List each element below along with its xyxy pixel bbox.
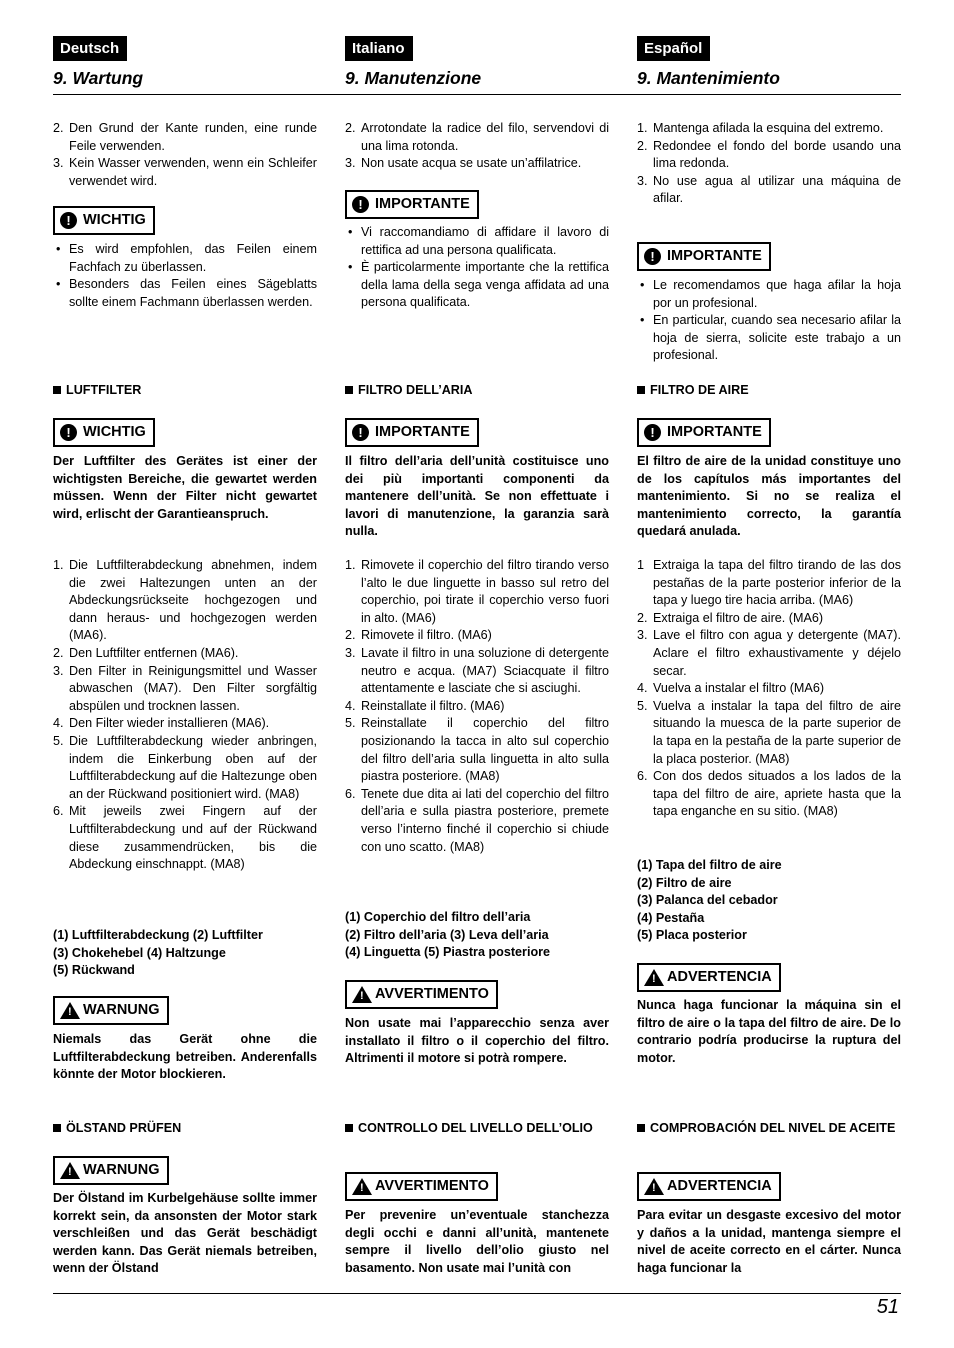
warning-notice: [345, 1172, 498, 1201]
step-number: 1: [637, 558, 645, 572]
block: [637, 418, 901, 447]
column-de: [53, 36, 317, 1276]
steps-list: [637, 557, 901, 821]
step-item: [637, 680, 901, 698]
bullet-item: • È particolarmente importante che la rettifica della lama della sega venga affidata ad una persona qualificata.: [345, 259, 609, 312]
parts-legend: [53, 927, 317, 980]
step-number: 4.: [345, 698, 356, 713]
section-title: 9. Mantenimiento: [637, 68, 780, 88]
square-bullet-icon: [53, 1124, 61, 1132]
step-text: Den Filter in Reinigungsmittel und Wasser abwaschen (MA7). Den Filter sorgfältig abspülen und trocknen lassen.: [69, 663, 317, 713]
exclamation-icon: !: [644, 424, 661, 441]
step-number: 6.: [637, 769, 648, 784]
block: [53, 241, 317, 311]
list-item: [345, 120, 609, 155]
block: [637, 857, 901, 945]
list-item: [53, 120, 317, 155]
block: [53, 1190, 317, 1278]
step-text: Die Luftfilterabdeckung wieder anbringen, indem die Einkerbung oben auf der Luftfilterabdeckung auf die Haltezunge oben an der Rückwand positioniert wird. (MA8): [69, 733, 317, 801]
step-text: Extraiga la tapa del filtro tirando de las dos pestañas de la parte posterior inferior de la tapa y luego tire hacia arriba. (MA6): [653, 558, 901, 608]
block: [637, 120, 901, 208]
warning-text: Nunca haga funcionar la máquina sin el filtro de aire o la tapa del filtro de aire. De lo contrario podría producirse la ruptura del motor.: [637, 998, 901, 1065]
notice-label: IMPORTANTE: [667, 248, 762, 264]
subsection-text: CONTROLLO DEL LIVELLO DELL’OLIO: [358, 1121, 593, 1135]
notice-label: WARNUNG: [83, 1002, 160, 1018]
parts-legend-line: (2) Filtro dell’aria (3) Leva dell’aria: [345, 927, 549, 942]
block: [345, 453, 609, 541]
section-title: 9. Manutenzione: [345, 68, 482, 88]
warning-icon: !: [352, 986, 372, 1003]
warning-notice: [345, 980, 498, 1009]
step-text: Vuelva a instalar el filtro (MA6): [653, 681, 825, 696]
exclamation-icon: !: [644, 248, 661, 265]
step-text: Die Luftfilterabdeckung abnehmen, indem die zwei Haltezungen unten an der Abdeckungsrückseite hochgezogen und dann heraus- und hochgezogen werden (MA6).: [69, 558, 317, 643]
block: [637, 557, 901, 821]
step-item: [345, 557, 609, 627]
step-number: 5.: [53, 733, 64, 748]
block: [53, 557, 317, 874]
parts-legend-line: (4) Linguetta (5) Piastra posteriore: [345, 945, 551, 960]
block: [53, 927, 317, 980]
warning-text: Para evitar un desgaste excesivo del motor y daños a la unidad, mantenga siempre el nivel de aceite correcto en el cárter. Nunca haga funcionar la: [637, 1208, 901, 1275]
block: [345, 1120, 609, 1138]
exclamation-icon: !: [352, 424, 369, 441]
block: [53, 1120, 317, 1138]
block: [637, 997, 901, 1067]
warning-icon: !: [60, 1162, 80, 1179]
bullet-item: • Es wird empfohlen, das Feilen einem Fachfach zu überlassen.: [53, 241, 317, 276]
intro-list: [53, 120, 317, 190]
block: [637, 242, 901, 271]
exclamation-icon: !: [352, 196, 369, 213]
parts-legend-line: (1) Luftfilterabdeckung (2) Luftfilter: [53, 928, 263, 942]
step-item: [53, 557, 317, 645]
step-item: [53, 645, 317, 663]
item-text: Redondee el fondo del borde usando una lima redonda.: [653, 138, 901, 171]
parts-legend-line: (3) Chokehebel (4) Haltzunge: [53, 945, 226, 960]
item-number: 2.: [53, 121, 64, 135]
block: [637, 963, 901, 992]
step-number: 2.: [345, 628, 356, 643]
parts-legend: [345, 909, 609, 962]
subsection-text: LUFTFILTER: [66, 383, 142, 397]
step-number: 3.: [637, 628, 648, 643]
notice-label: ADVERTENCIA: [667, 1178, 772, 1194]
step-item: [345, 786, 609, 856]
step-text: Lave el filtro con agua y detergente (MA7). Aclare el filtro exhaustivamente y déjelo secar.: [653, 628, 901, 678]
item-text: Den Grund der Kante runden, eine runde Feile verwenden.: [69, 121, 317, 153]
item-text: Non usate acqua se usate un’affilatrice.: [361, 156, 582, 171]
item-text: Mantenga afilada la esquina del extremo.: [653, 121, 884, 135]
warning-text: Non usate mai l’apparecchio senza aver installato il filtro o il coperchio del filtro. Altrimenti il motore si potrà rompere.: [345, 1016, 609, 1066]
item-number: 1.: [637, 121, 648, 135]
step-item: [637, 698, 901, 768]
steps-list: [53, 557, 317, 874]
step-item: [53, 663, 317, 716]
language-label: Italiano: [345, 36, 413, 61]
step-number: 6.: [53, 804, 64, 819]
language-label: Deutsch: [53, 36, 127, 61]
block: [637, 1172, 901, 1201]
step-number: 5.: [637, 698, 648, 713]
step-text: Rimovete il coperchio del filtro tirando verso l’alto le due linguette in basso sul retro del coperchio, poi tirate il coperchio verso fuori in alto. (MA6): [361, 558, 609, 625]
block: [345, 1172, 609, 1201]
parts-legend-line: (4) Pestaña: [637, 910, 705, 925]
step-item: [345, 698, 609, 716]
step-text: Tenete due dita ai lati del coperchio del filtro dell’aria e sulla piastra posteriore, premete verso l’interno finché il coperchio si chiude con uno scatto. (MA8): [361, 786, 609, 854]
subsection-heading: [53, 1120, 317, 1138]
subsection-text: ÖLSTAND PRÜFEN: [66, 1121, 182, 1135]
bullet-item: • Le recomendamos que haga afilar la hoja por un profesional.: [637, 277, 901, 312]
step-number: 1.: [345, 558, 356, 572]
subsection-text: FILTRO DE AIRE: [650, 383, 749, 397]
important-notice: [637, 418, 771, 447]
block: [345, 382, 609, 400]
bullet-list: [53, 241, 317, 311]
step-number: 3.: [53, 663, 64, 678]
steps-list: [345, 557, 609, 856]
step-text: Reinstallate il filtro. (MA6): [361, 698, 505, 713]
bullet-item: • En particular, cuando sea necesario afilar la hoja de sierra, solicite este trabajo a un profesional.: [637, 312, 901, 365]
step-text: Vuelva a instalar la tapa del filtro de aire situando la muesca de la parte superior de la tapa en la pestaña de la parte superior de la placa posterior. (MA8): [653, 698, 901, 766]
list-item: [637, 173, 901, 208]
warning-notice: [637, 1172, 781, 1201]
item-text: No use agua al utilizar una máquina de afilar.: [653, 173, 901, 206]
step-item: [345, 645, 609, 698]
step-text: Rimovete il filtro. (MA6): [361, 628, 492, 643]
step-number: 5.: [345, 716, 356, 731]
block: [345, 224, 609, 312]
square-bullet-icon: [345, 1124, 353, 1132]
important-notice: [53, 206, 155, 235]
step-number: 3.: [345, 645, 356, 660]
square-bullet-icon: [345, 386, 353, 394]
bullet-item: • Besonders das Feilen eines Sägeblatts sollte einem Fachmann überlassen werden.: [53, 276, 317, 311]
warning-text: Der Ölstand im Kurbelgehäuse sollte immer korrekt sein, da ansonsten der Motor stark verschleißen und das Gerät beschädigt werden kann. Das Gerät niemals betreiben, wenn der Ölstand: [53, 1191, 317, 1276]
block: [53, 206, 317, 235]
step-number: 4.: [53, 716, 64, 731]
block: [53, 453, 317, 523]
page-number: 51: [876, 1296, 899, 1318]
step-item: [637, 610, 901, 628]
item-number: 3.: [637, 173, 648, 188]
list-item: [345, 155, 609, 173]
parts-legend-line: (1) Coperchio del filtro dell’aria: [345, 910, 531, 924]
block: [345, 557, 609, 856]
step-item: [637, 768, 901, 821]
step-text: Mit jeweils zwei Fingern auf der Luftfilterabdeckung und auf der Rückwand diese zusammendrücken, bis die Abdeckung einschnappt. (MA8): [69, 804, 317, 872]
step-number: 4.: [637, 681, 648, 696]
language-label: Español: [637, 36, 710, 61]
list-item: [637, 138, 901, 173]
parts-legend-line: (3) Palanca del cebador: [637, 893, 778, 908]
warning-text: Per prevenire un’eventuale stanchezza degli occhi e danni all’unità, mantenete sempre il livello dell’olio giusto nel basamento. Non usate mai l’unità con: [345, 1208, 609, 1275]
block: [53, 1156, 317, 1185]
warning-icon: !: [644, 1178, 664, 1195]
step-item: [53, 715, 317, 733]
notice-label: AVVERTIMENTO: [375, 1178, 489, 1194]
block: [345, 120, 609, 173]
bullet-list: [345, 224, 609, 312]
step-number: 2.: [637, 610, 648, 625]
warning-notice: [53, 1156, 169, 1185]
step-text: Den Luftfilter entfernen (MA6).: [69, 645, 239, 660]
block: [345, 418, 609, 447]
step-number: 2.: [53, 645, 64, 660]
subsection-heading: [637, 382, 901, 400]
subsection-heading: [345, 382, 609, 400]
block: [345, 190, 609, 219]
notice-text: El filtro de aire de la unidad constituye uno de los capítulos más importantes del mantenimiento. Si no se realiza el mantenimiento correcto, la garantía quedará anulada.: [637, 454, 901, 539]
column-es: [637, 36, 901, 1275]
item-number: 2.: [345, 121, 356, 135]
parts-legend-line: (1) Tapa del filtro de aire: [637, 858, 782, 872]
warning-notice: [637, 963, 781, 992]
step-text: Reinstallate il coperchio del filtro posizionando la tacca in alto sul coperchio del filtro dell’aria sulla linguetta in alto sulla piastra posteriore. (MA8): [361, 716, 609, 784]
parts-legend-line: (5) Placa posterior: [637, 928, 747, 943]
subsection-text: COMPROBACIÓN DEL NIVEL DE ACEITE: [650, 1121, 896, 1135]
step-number: 6.: [345, 786, 356, 801]
step-number: 1.: [53, 558, 64, 572]
block: [53, 120, 317, 190]
intro-list: [345, 120, 609, 173]
notice-text: Der Luftfilter des Gerätes ist einer der wichtigsten Bereiche, die gewartet werden müssen. Wenn der Filter nicht gewartet wird, erlischt der Garantieanspruch.: [53, 454, 317, 521]
parts-legend-line: (5) Rückwand: [53, 963, 135, 978]
warning-icon: !: [644, 969, 664, 986]
step-item: [345, 627, 609, 645]
block: [637, 382, 901, 400]
block: [345, 909, 609, 962]
warning-text: Niemals das Gerät ohne die Luftfilterabdeckung betreiben. Anderenfalls könnte der Motor blockieren.: [53, 1032, 317, 1082]
important-notice: [345, 190, 479, 219]
step-text: Extraiga el filtro de aire. (MA6): [653, 610, 824, 625]
step-text: Lavate il filtro in una soluzione di detergente neutro e acqua. (MA7) Sciacquate il filtro attentamente e lasciate che si asciughi.: [361, 645, 609, 696]
important-notice: [345, 418, 479, 447]
block: [637, 1207, 901, 1277]
warning-icon: !: [352, 1178, 372, 1195]
block: [637, 277, 901, 365]
block: [345, 980, 609, 1009]
notice-text: Il filtro dell’aria dell’unità costituisce uno dei più importanti componenti da mantenere dell’unità. Se non effettuate i lavori di manutenzione, la garanzia sarà nulla.: [345, 454, 609, 539]
notice-label: WICHTIG: [83, 212, 146, 228]
notice-label: ADVERTENCIA: [667, 969, 772, 985]
column-it: [345, 36, 609, 1275]
parts-legend-line: (2) Filtro de aire: [637, 875, 732, 890]
step-item: [53, 803, 317, 873]
footer-rule: [53, 1293, 901, 1294]
step-item: [637, 557, 901, 610]
notice-label: WARNUNG: [83, 1162, 160, 1178]
bullet-item: • Vi raccomandiamo di affidare il lavoro di rettifica ad una persona qualificata.: [345, 224, 609, 259]
block: [53, 1031, 317, 1084]
section-title: 9. Wartung: [53, 68, 144, 88]
subsection-heading: [637, 1120, 901, 1138]
square-bullet-icon: [637, 1124, 645, 1132]
block: [53, 382, 317, 400]
block: [345, 1015, 609, 1068]
item-text: Arrotondate la radice del filo, servendovi di una lima rotonda.: [361, 121, 609, 153]
square-bullet-icon: [53, 386, 61, 394]
block: [345, 1207, 609, 1277]
step-item: [345, 715, 609, 785]
step-item: [53, 733, 317, 803]
square-bullet-icon: [637, 386, 645, 394]
warning-notice: [53, 996, 169, 1025]
parts-legend: [637, 857, 901, 945]
subsection-heading: [345, 1120, 609, 1138]
important-notice: [637, 242, 771, 271]
warning-icon: !: [60, 1002, 80, 1019]
subsection-heading: [53, 382, 317, 400]
block: [53, 996, 317, 1025]
item-number: 3.: [53, 156, 64, 171]
important-notice: [53, 418, 155, 447]
item-number: 3.: [345, 156, 356, 171]
block: [637, 453, 901, 541]
notice-label: IMPORTANTE: [375, 424, 470, 440]
exclamation-icon: !: [60, 424, 77, 441]
step-item: [637, 627, 901, 680]
notice-label: WICHTIG: [83, 424, 146, 440]
notice-label: IMPORTANTE: [375, 196, 470, 212]
list-item: [637, 120, 901, 138]
block: [53, 418, 317, 447]
list-item: [53, 155, 317, 190]
block: [637, 1120, 901, 1138]
exclamation-icon: !: [60, 212, 77, 229]
subsection-text: FILTRO DELL’ARIA: [358, 383, 473, 397]
notice-label: IMPORTANTE: [667, 424, 762, 440]
item-number: 2.: [637, 138, 648, 153]
intro-list: [637, 120, 901, 208]
item-text: Kein Wasser verwenden, wenn ein Schleifer verwendet wird.: [69, 156, 317, 188]
step-text: Den Filter wieder installieren (MA6).: [69, 716, 270, 731]
header-rule: [53, 94, 901, 95]
notice-label: AVVERTIMENTO: [375, 986, 489, 1002]
bullet-list: [637, 277, 901, 365]
step-text: Con dos dedos situados a los lados de la tapa del filtro de aire, apriete hasta que la tapa enganche en su sitio. (MA8): [653, 769, 901, 819]
